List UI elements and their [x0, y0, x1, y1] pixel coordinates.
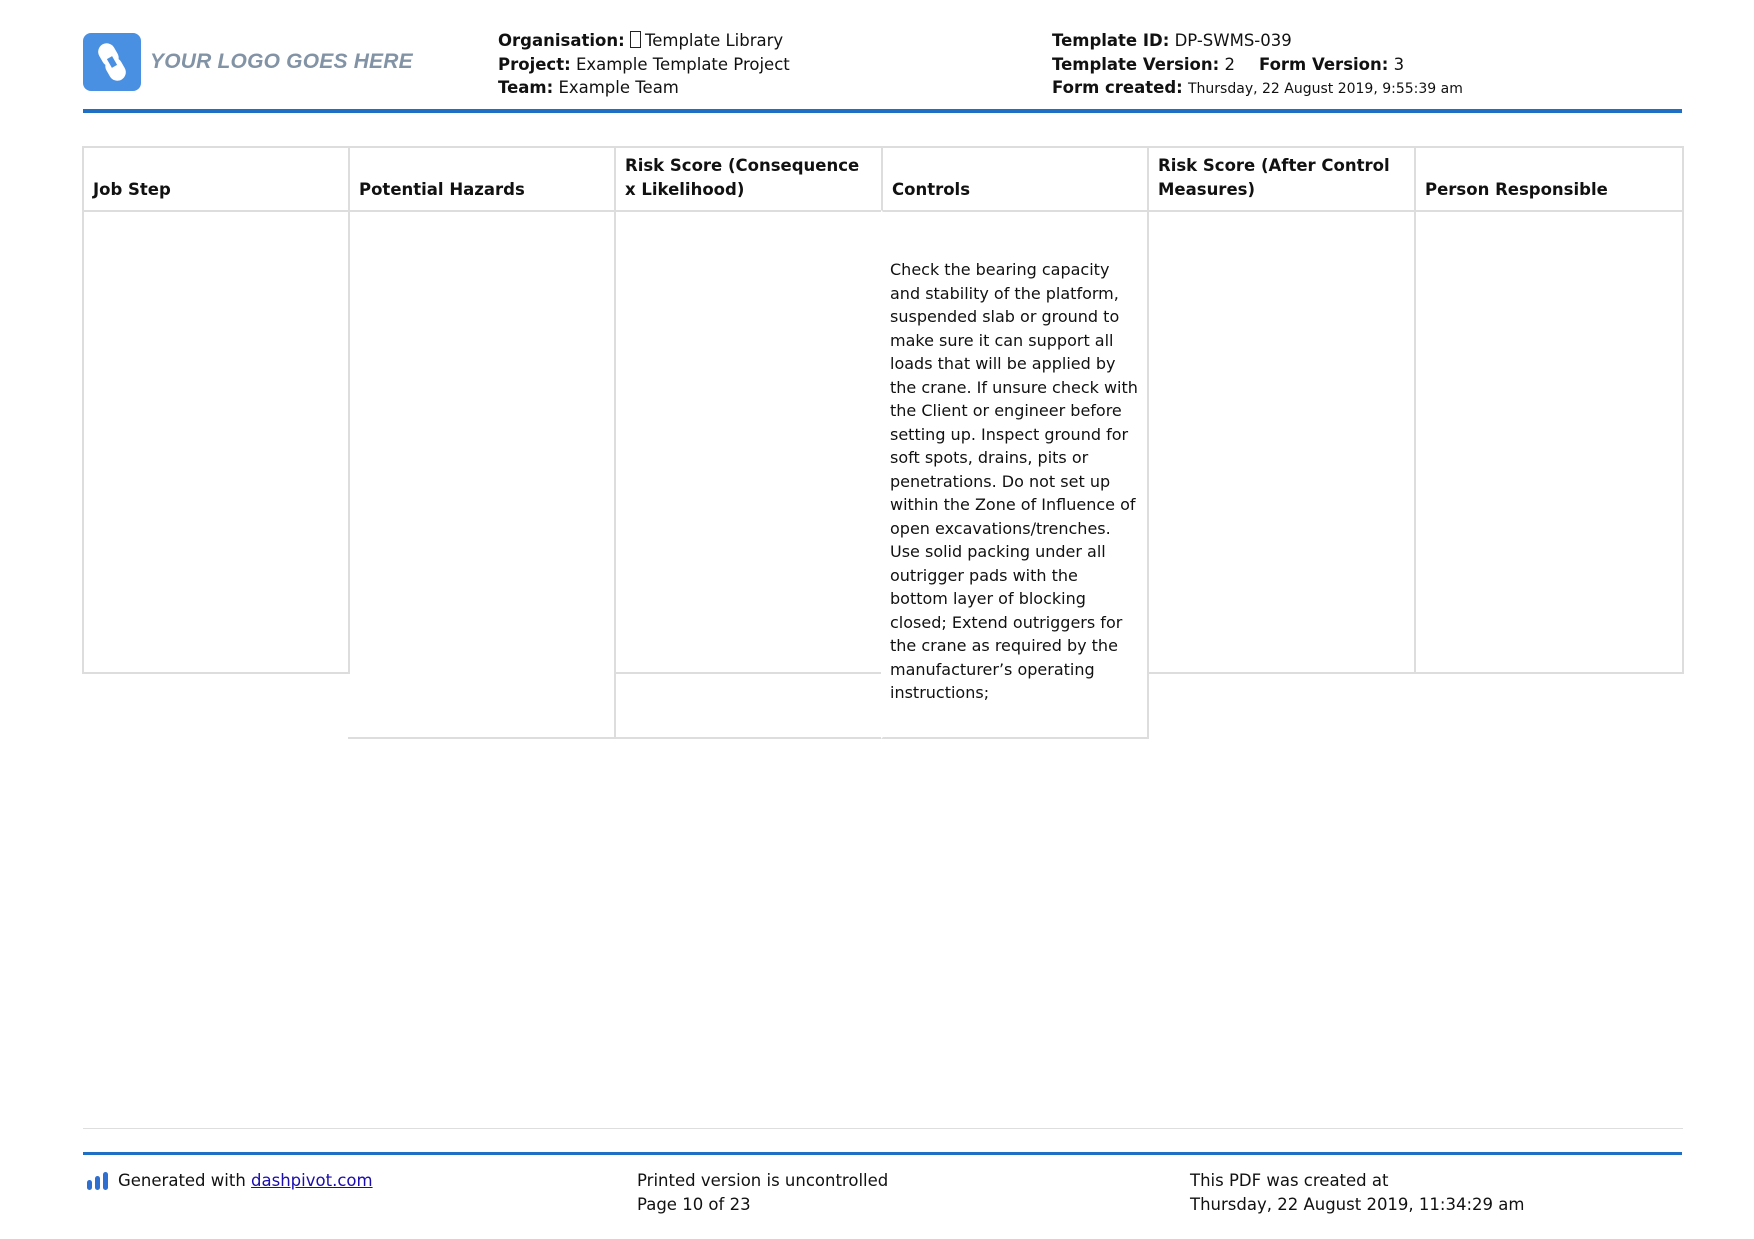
template-id-value: DP-SWMS-039 — [1174, 31, 1292, 50]
template-id-label: Template ID: — [1052, 31, 1170, 50]
organisation-icon — [630, 31, 641, 48]
project-value: Example Template Project — [575, 54, 790, 74]
team-value: Example Team — [558, 78, 679, 97]
pdf-created-label: This PDF was created at — [1190, 1171, 1389, 1190]
dashpivot-bars-icon — [86, 1171, 110, 1191]
generated-with — [86, 1169, 373, 1193]
team-line — [498, 76, 790, 100]
footer-divider — [83, 1152, 1682, 1155]
template-version-label: Template Version: — [1052, 54, 1220, 74]
cell-risk-score — [614, 210, 883, 739]
page-number: Page 10 of 23 — [637, 1194, 751, 1214]
project-label: Project: — [498, 54, 571, 74]
organisation-value: Template Library — [644, 31, 784, 50]
organisation-label: Organisation: — [498, 31, 625, 50]
organisation-line — [498, 29, 790, 53]
template-id-line — [1052, 29, 1463, 53]
controls-text: Check the bearing capacity and stability of the platform, suspended slab or ground to make sure it can support all loads that will be applied by the crane. If unsure check with the Client or engineer before setting up. Inspect ground for soft spots, drains, pits or penetrations. Do not set up within the Zone of Influence of open excavations/trenches. Use solid packing under all outrigger pads with the bottom layer of blocking closed; Extend outriggers for the crane as required by the manufacturer’s operating instructions; — [890, 260, 1138, 702]
form-created-label: Form created: — [1052, 78, 1183, 97]
cell-job-step — [82, 210, 350, 674]
form-meta-left — [498, 29, 790, 100]
column-header-person-responsible: Person Responsible — [1414, 146, 1684, 212]
dashpivot-link[interactable]: dashpivot.com — [251, 1171, 373, 1190]
company-logo — [83, 33, 413, 91]
team-label: Team: — [498, 78, 554, 97]
logo-text: YOUR LOGO GOES HERE — [150, 50, 413, 73]
risk-score-inner-divider — [614, 672, 881, 674]
column-header-risk-score: Risk Score (Consequence x Likelihood) — [614, 146, 883, 212]
pdf-created-info — [1190, 1169, 1524, 1216]
form-created-line — [1052, 76, 1463, 102]
logo-icon — [83, 33, 141, 91]
cell-risk-score-after — [1147, 210, 1416, 674]
print-info — [637, 1169, 888, 1216]
column-header-risk-score-after: Risk Score (After Control Measures) — [1147, 146, 1416, 212]
form-version-label: Form Version: — [1258, 54, 1389, 74]
cell-potential-hazards — [348, 210, 616, 739]
template-version-value: 2 — [1224, 54, 1235, 74]
footer-thin-divider — [83, 1128, 1683, 1129]
version-line — [1052, 53, 1463, 77]
cell-person-responsible — [1414, 210, 1684, 674]
header-divider — [83, 109, 1682, 113]
generated-prefix: Generated with — [118, 1171, 246, 1190]
column-header-job-step: Job Step — [82, 146, 350, 212]
column-header-potential-hazards: Potential Hazards — [348, 146, 616, 212]
pdf-created-value: Thursday, 22 August 2019, 11:34:29 am — [1190, 1194, 1525, 1214]
form-meta-right — [1052, 29, 1463, 102]
column-header-controls: Controls — [881, 146, 1149, 212]
form-version-value: 3 — [1393, 54, 1405, 74]
project-line — [498, 53, 790, 77]
form-created-value: Thursday, 22 August 2019, 9:55:39 am — [1188, 81, 1463, 97]
uncontrolled-notice: Printed version is uncontrolled — [637, 1171, 889, 1190]
